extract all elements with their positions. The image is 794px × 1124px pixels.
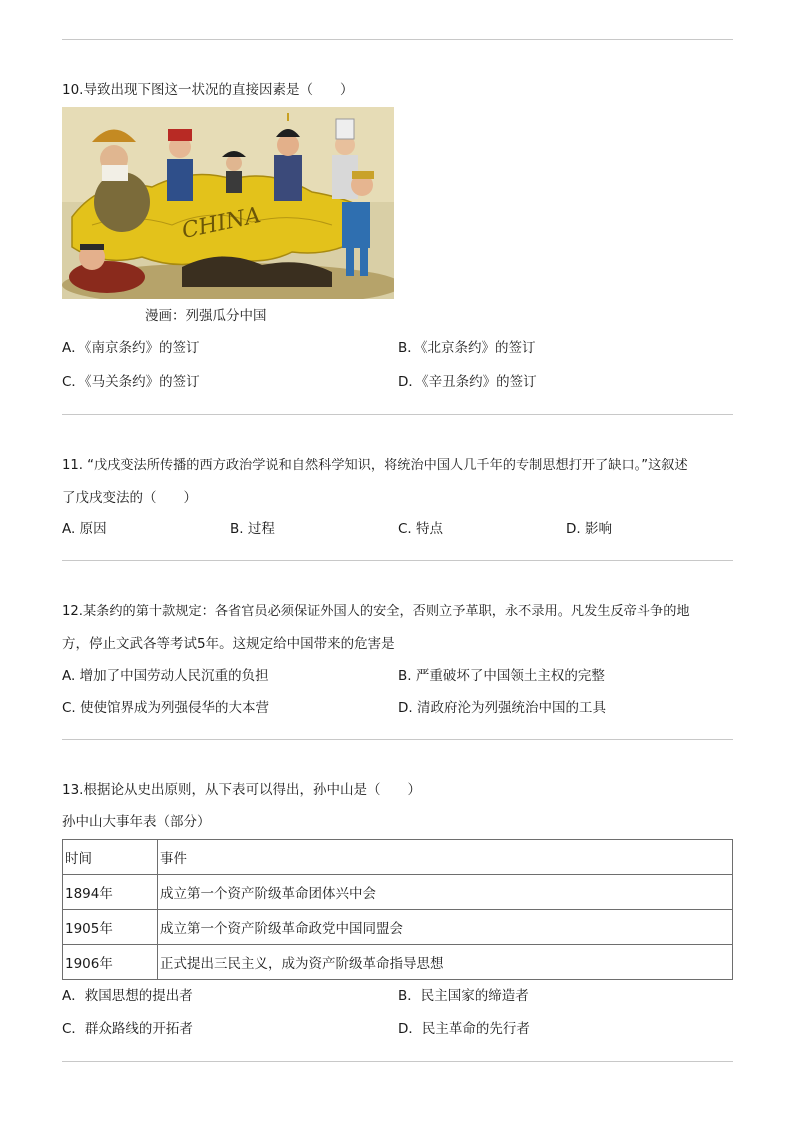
question-10-stem: 10.导致出现下图这一状况的直接因素是（ ） (62, 82, 354, 98)
table-row (63, 945, 733, 980)
table-header-row (63, 840, 733, 875)
q13-option-a[interactable]: A．救国思想的提出者 (62, 988, 193, 1004)
cell-event: 成立第一个资产阶级革命政党中国同盟会 (158, 910, 733, 945)
q11-option-d[interactable]: D. 影响 (566, 521, 612, 537)
divider (62, 1061, 733, 1062)
cartoon-lettering: CHINA (179, 202, 264, 244)
header-time: 时间 (63, 840, 158, 875)
q11-option-c[interactable]: C. 特点 (398, 521, 444, 537)
table-row (63, 875, 733, 910)
q10-option-d[interactable]: D．《辛丑条约》的签订 (398, 374, 537, 390)
header-event: 事件 (158, 840, 733, 875)
divider (62, 414, 733, 415)
question-12-stem-line1: 12.某条约的第十款规定：各省官员必须保证外国人的安全，否则立予革职，永不录用。凡发生反帝斗争的地 (62, 604, 690, 619)
cartoon-caption: 漫画：列强瓜分中国 (145, 308, 267, 324)
q12-option-c[interactable]: C. 使使馆界成为列强侵华的大本营 (62, 700, 270, 716)
chronology-table (62, 839, 733, 980)
question-11-stem-line2: 了戊戌变法的（ ） (62, 490, 197, 506)
cell-event: 成立第一个资产阶级革命团体兴中会 (158, 875, 733, 910)
q11-option-b[interactable]: B. 过程 (230, 521, 275, 537)
q10-option-a[interactable]: A．《南京条约》的签订 (62, 340, 200, 356)
cell-year: 1905年 (63, 910, 158, 945)
divider (62, 39, 733, 40)
q10-option-b[interactable]: B．《北京条约》的签订 (398, 340, 536, 356)
question-11-stem-line1: 11. “戊戌变法所传播的西方政治学说和自然科学知识，将统治中国人几千年的专制思想打开了缺口。”这叙述 (62, 458, 688, 473)
cell-event: 正式提出三民主义，成为资产阶级革命指导思想 (158, 945, 733, 980)
q11-option-a[interactable]: A. 原因 (62, 521, 107, 537)
q13-option-c[interactable]: C．群众路线的开拓者 (62, 1021, 193, 1037)
table-row (63, 910, 733, 945)
q12-option-b[interactable]: B. 严重破坏了中国领土主权的完整 (398, 668, 605, 684)
cell-year: 1894年 (63, 875, 158, 910)
q10-option-c[interactable]: C．《马关条约》的签订 (62, 374, 200, 390)
divider (62, 739, 733, 740)
q13-option-d[interactable]: D．民主革命的先行者 (398, 1021, 530, 1037)
q13-option-b[interactable]: B．民主国家的缔造者 (398, 988, 529, 1004)
table-title: 孙中山大事年表（部分） (62, 814, 211, 830)
q12-option-d[interactable]: D. 清政府沦为列强统治中国的工具 (398, 700, 606, 716)
q12-option-a[interactable]: A. 增加了中国劳动人民沉重的负担 (62, 668, 269, 684)
divider (62, 560, 733, 561)
cartoon-image (62, 107, 394, 299)
cell-year: 1906年 (63, 945, 158, 980)
question-12-stem-line2: 方，停止文武各等考试5年。这规定给中国带来的危害是 (62, 636, 395, 652)
question-13-stem: 13.根据论从史出原则，从下表可以得出，孙中山是（ ） (62, 782, 421, 798)
